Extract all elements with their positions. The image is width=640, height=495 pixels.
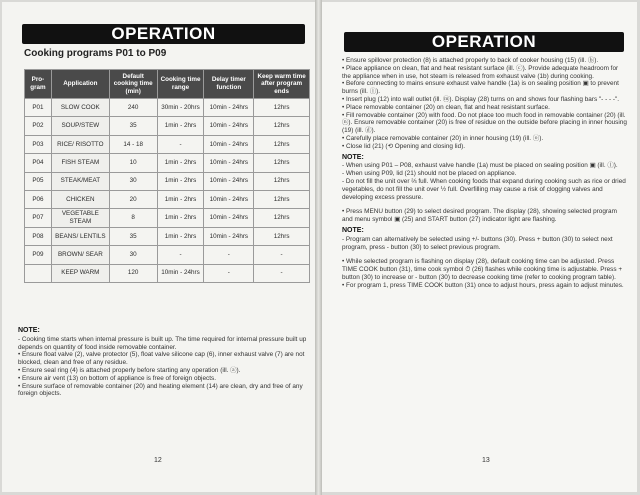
table-cell: - xyxy=(254,246,310,264)
table-cell: 10min - 24hrs xyxy=(204,99,254,117)
note-line: - Cooking time starts when internal pressure is built up. The time required for internal pressure built up depends on quantity of food inside removable container. xyxy=(18,335,307,351)
table-cell: 20 xyxy=(109,190,157,208)
cooking-program-table xyxy=(24,69,310,283)
right-note1-title: NOTE: xyxy=(342,153,364,161)
table-row xyxy=(25,209,310,227)
right-note2-title: NOTE: xyxy=(342,226,364,234)
table-cell: 10min - 24hrs xyxy=(204,172,254,190)
table-cell: 12hrs xyxy=(254,209,310,227)
instruction-bullet: • Before connecting to mains ensure exhaust valve handle (1a) is on sealing position ▣ to prevent burns (ill. ⓛ). xyxy=(342,80,619,96)
table-cell: P04 xyxy=(25,154,52,172)
table-cell: - xyxy=(254,264,310,282)
table-cell: - xyxy=(157,135,204,153)
table-cell: SLOW COOK xyxy=(51,99,109,117)
table-cell: 120 xyxy=(109,264,157,282)
instruction-bullet: • For program 1, press TIME COOK button (31) once to adjust hours, press again to adjust minutes. xyxy=(342,281,624,289)
table-cell: 10 xyxy=(109,154,157,172)
table-cell: 14 - 18 xyxy=(109,135,157,153)
note-line: • Ensure float valve (2), valve protector (5), float valve silicone cap (6), inner exhaust valve (7) are not blocked, clean and free of any residue. xyxy=(18,351,305,367)
column-header: Default cooking time (min) xyxy=(109,70,157,99)
table-cell: RICE/ RISOTTO xyxy=(51,135,109,153)
table-cell: P01 xyxy=(25,99,52,117)
column-header: Delay timer function xyxy=(204,70,254,99)
book-spine xyxy=(315,0,322,495)
table-cell: 12hrs xyxy=(254,117,310,135)
table-cell: 1min - 2hrs xyxy=(157,117,204,135)
table-cell: 12hrs xyxy=(254,172,310,190)
table-cell: 35 xyxy=(109,117,157,135)
table-row xyxy=(25,190,310,208)
table-cell: 1min - 2hrs xyxy=(157,190,204,208)
table-cell: 1min - 2hrs xyxy=(157,227,204,245)
left-note-title: NOTE: xyxy=(18,327,40,334)
table-cell: P05 xyxy=(25,172,52,190)
left-page-number: 12 xyxy=(154,457,162,464)
table-cell: P07 xyxy=(25,209,52,227)
column-header: Application xyxy=(51,70,109,99)
table-cell: 10min - 24hrs xyxy=(204,135,254,153)
table-cell: SOUP/STEW xyxy=(51,117,109,135)
instruction-bullet: • Insert plug (12) into wall outlet (ill. ⓜ). Display (28) turns on and shows four flashing bars "- - - -". xyxy=(342,95,620,103)
table-row xyxy=(25,264,310,282)
table-cell: 8 xyxy=(109,209,157,227)
table-cell: P08 xyxy=(25,227,52,245)
table-cell: 1min - 2hrs xyxy=(157,172,204,190)
table-cell: KEEP WARM xyxy=(51,264,109,282)
table-cell: 10min - 24hrs xyxy=(204,227,254,245)
table-cell: - xyxy=(157,246,204,264)
instruction-bullet: • Carefully place removable container (20) in inner housing (19) (ill. ⓞ). xyxy=(342,134,544,142)
column-header: Pro-gram xyxy=(25,70,52,99)
instruction-bullet: • Ensure spillover protection (8) is attached properly to back of cooker housing (15) (ill. ⓑ). xyxy=(342,57,599,64)
table-cell: 12hrs xyxy=(254,135,310,153)
table-cell: 10min - 24hrs xyxy=(204,209,254,227)
table-header xyxy=(25,70,310,99)
table-cell: 12hrs xyxy=(254,99,310,117)
table-cell: 30min - 20hrs xyxy=(157,99,204,117)
table-cell: P06 xyxy=(25,190,52,208)
instruction-bullet: • Place appliance on clean, flat and heat resistant surface (ill. ⓒ). Provide adequate headroom for the appliance when in use, hot steam is released from exhaust valve (1b) during cooking. xyxy=(342,64,619,80)
right-page-header: OPERATION xyxy=(344,32,624,52)
table-cell: BEANS/ LENTILS xyxy=(51,227,109,245)
table-cell: 10min - 24hrs xyxy=(204,154,254,172)
table-cell: 12hrs xyxy=(254,227,310,245)
table-cell: P02 xyxy=(25,117,52,135)
table-cell: 240 xyxy=(109,99,157,117)
note-line: • Ensure air vent (13) on bottom of appliance is free of foreign objects. xyxy=(18,374,216,382)
left-notes xyxy=(18,327,308,398)
table-cell: 30 xyxy=(109,246,157,264)
table-cell: - xyxy=(204,246,254,264)
table-cell xyxy=(25,264,52,282)
table-row xyxy=(25,117,310,135)
instruction-bullet: • Place removable container (20) on clean, flat and heat resistant surface. xyxy=(342,103,550,111)
table-cell: 30 xyxy=(109,172,157,190)
table-row xyxy=(25,246,310,264)
table-row xyxy=(25,172,310,190)
left-page xyxy=(2,2,315,492)
table-cell: BROWN/ SEAR xyxy=(51,246,109,264)
right-page-number: 13 xyxy=(482,457,490,464)
table-cell: 10min - 24hrs xyxy=(204,117,254,135)
table-cell: 12hrs xyxy=(254,154,310,172)
table-row xyxy=(25,227,310,245)
table-body xyxy=(25,99,310,283)
column-header: Cooking time range xyxy=(157,70,204,99)
note-line: - Do not fill the unit over ⅔ full. When cooking foods that expand during cooking such as rice or dried vegetables, do not fill the unit over ½ full. Overfilling may cause a risk of clogging valves and developing excess pressure. xyxy=(342,177,626,201)
table-cell: VEGETABLE STEAM xyxy=(51,209,109,227)
table-cell: STEAK/MEAT xyxy=(51,172,109,190)
table-row xyxy=(25,154,310,172)
left-page-header: OPERATION xyxy=(22,24,305,44)
table-cell: 35 xyxy=(109,227,157,245)
menu-instruction: • Press MENU button (29) to select desired program. The display (28), showing selected program and menu symbol ▣ (25) and START button (27) indicator light are flashing. xyxy=(342,208,617,224)
note-line: • Ensure surface of removable container (20) and heating element (14) are clean, dry and free of any foreign objects. xyxy=(18,382,303,398)
right-page-body xyxy=(342,57,628,290)
table-row xyxy=(25,99,310,117)
left-page-subtitle: Cooking programs P01 to P09 xyxy=(24,48,167,59)
note-line: - Program can alternatively be selected using +/- buttons (30). Press + button (30) to select next program, press - button (30) to select previous program. xyxy=(342,235,613,251)
table-cell: - xyxy=(204,264,254,282)
instruction-bullet: • While selected program is flashing on display (28), default cooking time can be adjusted. Press TIME COOK button (31), time cook symbol ⏱ (26) flashes while cooking time is adjustable. Press + button (30) to increase or - button (30) to decrease cooking time (refer to cooking program table). xyxy=(342,258,623,281)
table-row xyxy=(25,135,310,153)
table-cell: P03 xyxy=(25,135,52,153)
table-cell: 1min - 2hrs xyxy=(157,154,204,172)
note-line: • Ensure seal ring (4) is attached properly before starting any operation (ill. ⓐ). xyxy=(18,366,241,374)
note-line: - When using P01 – P08, exhaust valve handle (1a) must be placed on sealing position ▣ (ill. ⓛ). xyxy=(342,162,618,170)
table-cell: 12hrs xyxy=(254,190,310,208)
instruction-bullet: • Close lid (21) (⟲ Opening and closing lid). xyxy=(342,142,466,150)
table-cell: 10min - 24hrs xyxy=(157,264,204,282)
right-page xyxy=(322,2,637,492)
table-cell: P09 xyxy=(25,246,52,264)
instruction-bullet: • Fill removable container (20) with food. Do not place too much food in removable container (20) (ill. ⓝ). Ensure removable container (20) is free of residue on the outside before placing in inner housing (19) (ill. ⓓ). xyxy=(342,111,627,135)
table-cell: CHICKEN xyxy=(51,190,109,208)
column-header: Keep warm time after program ends xyxy=(254,70,310,99)
table-cell: 1min - 2hrs xyxy=(157,209,204,227)
table-cell: FISH STEAM xyxy=(51,154,109,172)
note-line: - When using P09, lid (21) should not be placed on appliance. xyxy=(342,170,517,178)
table-cell: 10min - 24hrs xyxy=(204,190,254,208)
